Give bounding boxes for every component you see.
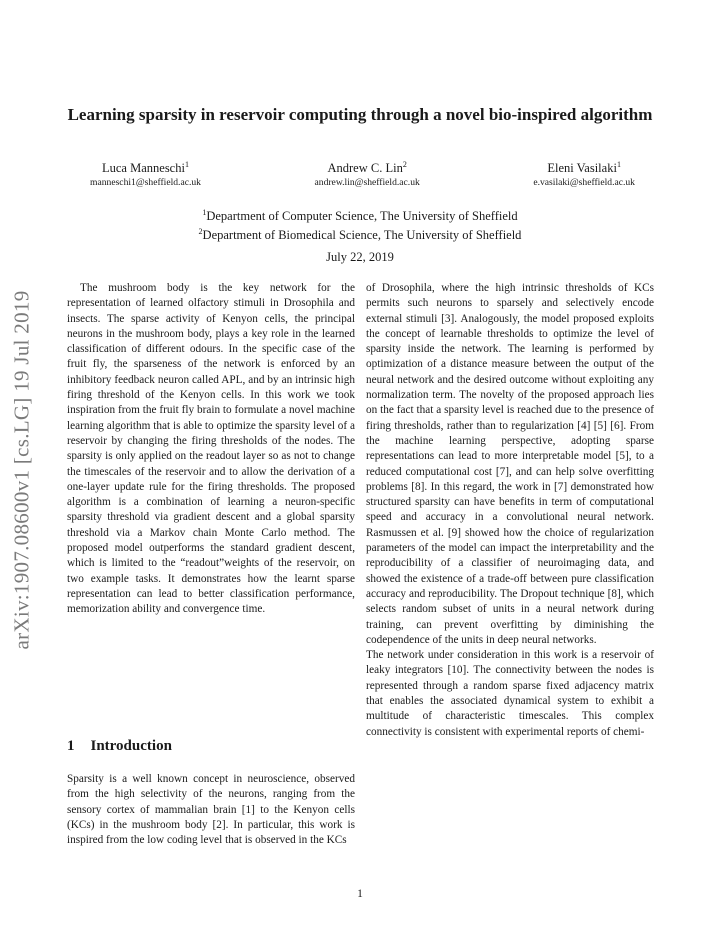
author [533,157,635,190]
body-paragraph: of Drosophila, where the high intrinsic thresholds of KCs permits such neurons to sparsely and selectively encode external stimuli [3]. Analogously, the model proposed exploits the concept of learnable thresholds to optimize the level of sparsity inside the network. The learning is performed by optimization of a distance measure between the output of the neural network and the desired outcome without exploiting any normalization term. The novelty of the proposed approach lies on the fact that a sparsity level is reached due to the presence of firing thresholds, rather than to regularization [4] [5] [6]. From the machine learning perspective, adopting sparse representations can lead to more interpretable model [5], to a reduced computational cost [7], and can help solve overfitting problems [8]. In this regard, the work in [7] demonstrated how structured sparsity can have benefits in term of computational speed and accuracy in a convolutional neural network. Rasmussen et al. [9] showed how the choice of regularization parameters of the model can impact the interpretability and the reproducibility of a classifier of neuroimaging data, and showed the existence of a trade-off between pure classification accuracy and reproducibility. The Dropout technique [8], which selects random subset of units in a neural network during training, can prevent overfitting by diminishing the codependence of the units in deep neural networks. [366,282,654,646]
author-email: manneschi1@sheffield.ac.uk [90,177,201,189]
intro-left-column [67,772,355,848]
affiliation-mark: 1 [202,208,207,217]
author-list [90,157,635,190]
affiliation-mark: 2 [198,227,203,237]
affiliation-list [60,205,660,243]
author [90,157,201,190]
author [315,157,420,190]
section-title: Introduction [90,738,172,754]
author-email: e.vasilaki@sheffield.ac.uk [533,177,635,189]
arxiv-stamp: arXiv:1907.08600v1 [cs.LG] 19 Jul 2019 [9,290,34,650]
affiliation-text: Department of Computer Science, The University of Sheffield [206,209,518,224]
author-name: Eleni Vasilaki [547,161,617,176]
section-heading [67,738,172,755]
paper-title: Learning sparsity in reservoir computing through a novel bio-inspired algorithm [67,105,653,124]
abstract-text: The mushroom body is the key network for the representation of learned olfactory stimuli in Drosophila and insects. The sparse activity of Kenyon cells, the principal neurons in the mushroom body, plays a key role in the learned classification of different odours. In the specific case of the fruit fly, the sparseness of the network is enforced by an inhibitory feedback neuron called APL, and by an intrinsic high firing threshold of the Kenyon cells. In this work we took inspiration from the fruit fly brain to formulate a novel machine learning algorithm that is able to optimize the sparsity level of a reservoir by changing the firing thresholds of the nodes. The sparsity is only applied on the readout layer so as not to change the timescales of the reservoir and to allow the derivation of a one-layer update rule for the firing thresholds. The proposed algorithm is a combination of learning a neuron-specific sparsity threshold via gradient descent and a global sparsity threshold via a Markov chain Monte Carlo method. The proposed model outperforms the standard gradient descent, which is limited to the “readout”weights of the reservoir, on two example tasks. It demonstrates how the learnt sparse representation can lead to better classification performance, memorization ability and convergence time. [67,282,355,616]
author-name: Andrew C. Lin [327,161,403,176]
body-paragraph: Sparsity is a well known concept in neuroscience, observed from the high selectivity of the neurons, ranging from the sensory cortex of mammalian brain [1] to the Kenyon cells (KCs) in the mushroom body [2]. In particular, this work is inspired from the low coding level that is observed in the KCs [67,773,355,847]
author-affiliation-mark: 2 [402,160,407,169]
abstract [67,281,355,618]
body-paragraph: The network under consideration in this work is a reservoir of leaky integrators [10]. The connectivity between the nodes is represented through a random sparse fixed adjacency matrix that enables the associated dynamical system to exhibit a multitude of characteristic timescales. This complex connectivity is consistent with experimental reports of chemi- [366,649,654,738]
affiliation [60,205,660,224]
affiliation [60,224,660,243]
author-name: Luca Manneschi [102,161,185,176]
right-column [366,281,654,740]
author-affiliation-mark: 1 [616,160,621,169]
paper-date: July 22, 2019 [326,250,394,264]
author-email: andrew.lin@sheffield.ac.uk [314,177,420,189]
affiliation-text: Department of Biomedical Science, The University of Sheffield [202,228,522,243]
page-number: 1 [357,888,363,900]
author-affiliation-mark: 1 [184,160,189,169]
section-number: 1 [67,738,75,754]
